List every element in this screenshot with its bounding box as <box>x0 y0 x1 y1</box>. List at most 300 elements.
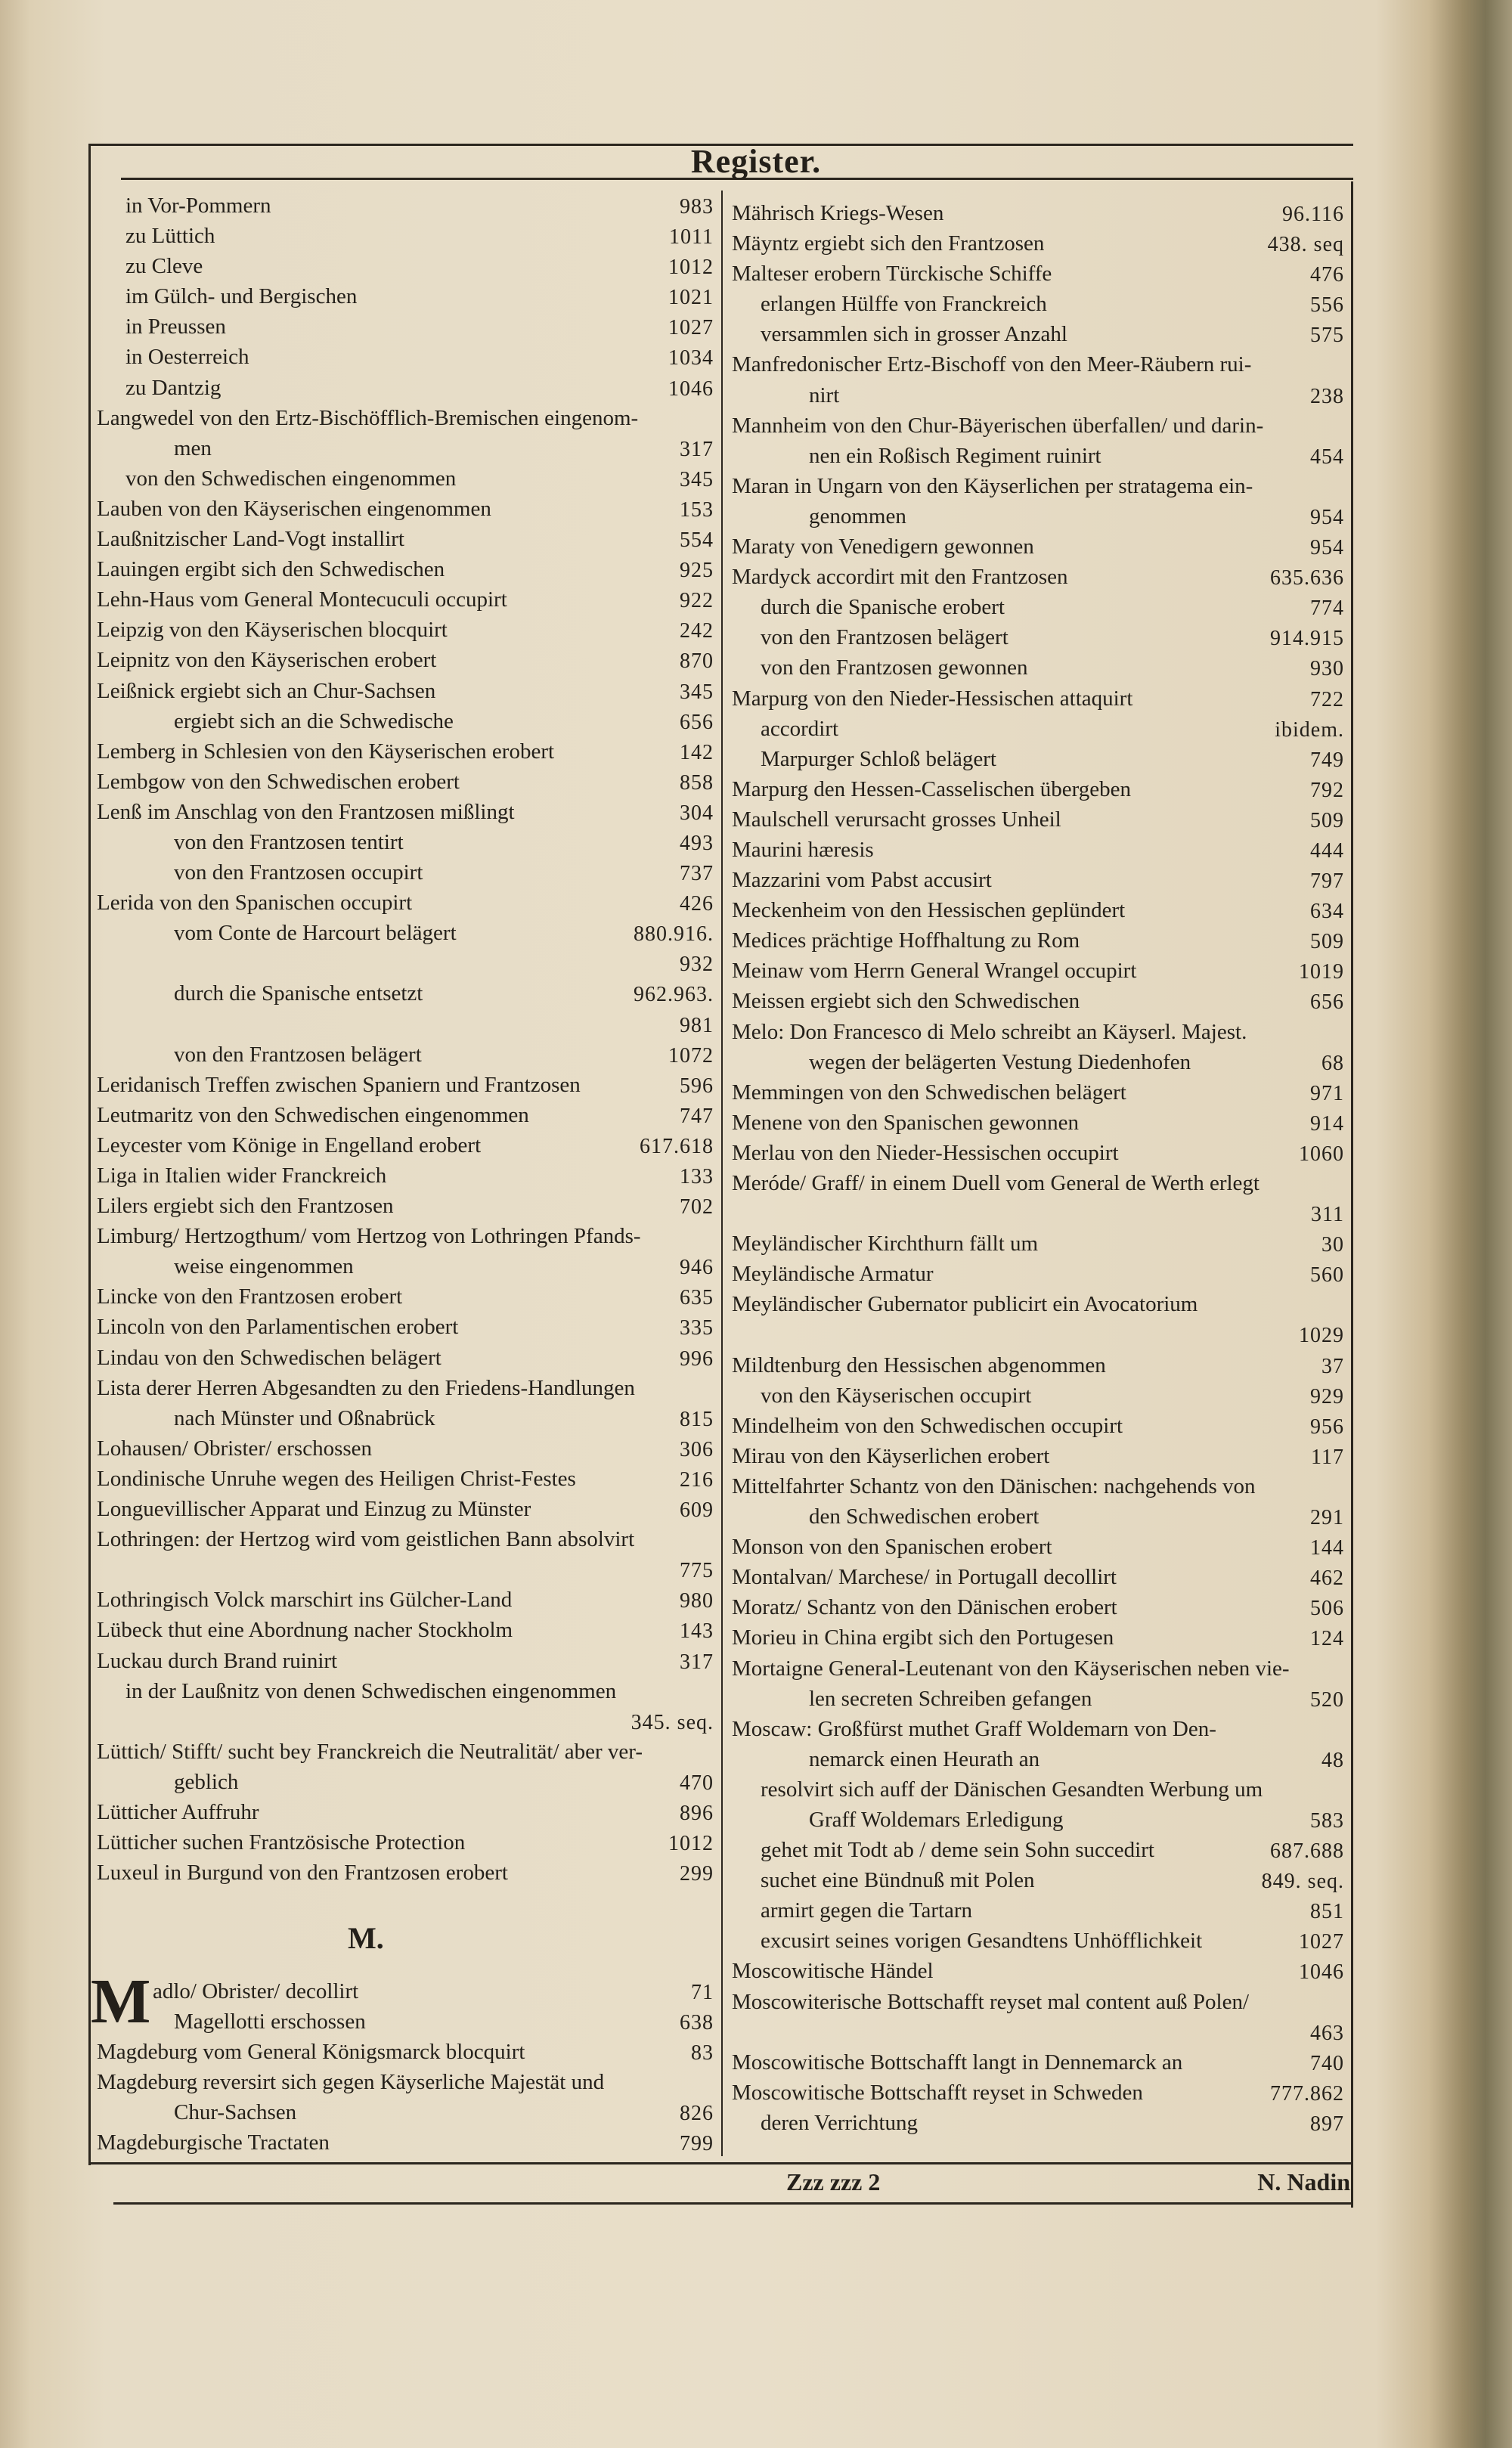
index-subentry <box>92 1706 717 1737</box>
section-heading: M. <box>348 1921 384 1955</box>
index-entry <box>92 736 717 767</box>
index-subentry <box>727 2108 1347 2138</box>
entry-text: Montalvan/ Marchese/ in Portugall decollirt <box>732 1565 1117 1590</box>
entry-text: weise eingenommen <box>174 1254 354 1279</box>
index-entry <box>727 1168 1347 1198</box>
index-entry <box>92 1464 717 1494</box>
frame-right <box>1351 181 1353 2208</box>
page-reference: 722 <box>1310 687 1344 711</box>
index-subentry <box>727 1744 1347 1774</box>
entry-text: Monson von den Spanischen erobert <box>732 1535 1052 1560</box>
page-reference: 775 <box>680 1559 714 1583</box>
entry-text: Magellotti erschossen <box>174 2010 366 2034</box>
index-entry <box>92 2067 717 2097</box>
page-reference: 797 <box>1310 869 1344 894</box>
page-reference: 858 <box>680 770 714 795</box>
index-subentry <box>727 289 1347 319</box>
page-reference: 596 <box>680 1074 714 1098</box>
entry-text: Luxeul in Burgund von den Frantzosen erobert <box>97 1861 508 1886</box>
entry-text: Longuevillischer Apparat und Einzug zu Münster <box>97 1497 531 1522</box>
entry-text: zu Lüttich <box>125 224 215 249</box>
index-entry <box>727 865 1347 895</box>
entry-text: wegen der belägerten Vestung Diedenhofen <box>809 1049 1191 1074</box>
index-entry <box>727 1289 1347 1319</box>
index-subentry <box>92 857 717 888</box>
page-reference: 1072 <box>668 1043 714 1068</box>
index-subentry <box>92 2006 717 2037</box>
page-title: Register. <box>690 143 822 180</box>
page-reference: 470 <box>680 1771 714 1795</box>
entry-text: von den Frantzosen occupirt <box>174 860 423 885</box>
page-reference: 438. seq <box>1267 233 1344 257</box>
bottom-rule <box>89 2162 1353 2164</box>
index-entry <box>727 1259 1347 1289</box>
index-entry <box>727 411 1347 441</box>
page-reference: 1046 <box>668 376 714 401</box>
index-entry <box>92 1130 717 1160</box>
index-entry <box>727 259 1347 289</box>
index-entry <box>92 1070 717 1100</box>
index-subentry <box>92 978 717 1009</box>
entry-text: Lauingen ergibt sich den Schwedischen <box>97 557 445 582</box>
page-reference: 1046 <box>1299 1960 1344 1985</box>
page-reference: 299 <box>680 1862 714 1886</box>
entry-text: nen ein Roßisch Regiment ruinirt <box>809 443 1101 468</box>
page-reference: 638 <box>680 2011 714 2035</box>
entry-text: deren Verrichtung <box>761 2110 919 2135</box>
index-entry <box>727 1108 1347 1138</box>
page-reference: 851 <box>1310 1900 1344 1924</box>
page-reference: 304 <box>680 801 714 825</box>
page-reference: 242 <box>680 619 714 643</box>
index-entry <box>92 403 717 433</box>
index-subentry <box>92 251 717 281</box>
index-entry <box>92 2037 717 2067</box>
page-reference: 1012 <box>668 256 714 280</box>
index-subentry <box>727 441 1347 471</box>
entry-text: durch die Spanische erobert <box>761 595 1005 620</box>
page-reference: 826 <box>680 2102 714 2126</box>
entry-text: vom Conte de Harcourt belägert <box>174 921 457 946</box>
entry-text: versammlen sich in grosser Anzahl <box>761 322 1067 347</box>
index-entry <box>92 1191 717 1221</box>
entry-text: Laußnitzischer Land-Vogt installirt <box>97 527 404 552</box>
page-reference: 345 <box>680 467 714 491</box>
index-entry <box>92 1976 717 2006</box>
page-reference: 1034 <box>668 346 714 370</box>
index-subentry <box>727 1047 1347 1077</box>
index-entry <box>727 925 1347 956</box>
entry-text: Lüttich/ Stifft/ sucht bey Franckreich die Neutralität/ aber ver- <box>97 1739 643 1764</box>
index-entry <box>92 1554 717 1585</box>
entry-text: von den Käyserischen occupirt <box>761 1383 1032 1408</box>
page-reference: 777.862 <box>1270 2081 1344 2106</box>
page-reference: 897 <box>1310 2112 1344 2136</box>
index-entry <box>92 1737 717 1767</box>
page-reference: 635 <box>680 1286 714 1310</box>
page-reference: 291 <box>1310 1506 1344 1530</box>
entry-text: von den Frantzosen belägert <box>174 1042 422 1067</box>
index-entry <box>727 956 1347 986</box>
index-entry <box>92 494 717 524</box>
entry-text: von den Frantzosen tentirt <box>174 829 404 854</box>
entry-text: Leipzig von den Käyserischen blocquirt <box>97 618 448 643</box>
index-entry <box>727 835 1347 865</box>
index-entry <box>727 1017 1347 1047</box>
entry-text: Mindelheim von den Schwedischen occupirt <box>732 1413 1123 1438</box>
entry-text: Lehn-Haus vom General Montecuculi occupirt <box>97 587 507 612</box>
page-reference: 1011 <box>669 225 714 249</box>
index-entry <box>727 1441 1347 1471</box>
page-reference: 306 <box>680 1437 714 1461</box>
index-entry <box>727 1592 1347 1622</box>
index-entry <box>92 1312 717 1342</box>
entry-text: Londinische Unruhe wegen des Heiligen Christ-Festes <box>97 1466 576 1491</box>
index-entry <box>92 584 717 615</box>
page-reference: 317 <box>680 437 714 461</box>
page-reference: 656 <box>1310 990 1344 1015</box>
page-reference: 954 <box>1310 505 1344 529</box>
page-reference: 345 <box>680 680 714 704</box>
entry-text: Maran in Ungarn von den Käyserlichen per stratagema ein- <box>732 473 1253 498</box>
page-reference: 142 <box>680 740 714 764</box>
entry-text: Marpurg den Hessen-Casselischen übergeben <box>732 776 1132 801</box>
frame-left <box>88 144 91 2165</box>
index-entry <box>727 986 1347 1016</box>
page-reference: 656 <box>680 710 714 734</box>
page-reference: 144 <box>1310 1536 1344 1560</box>
index-subentry <box>92 311 717 342</box>
index-entry <box>92 676 717 706</box>
entry-text: Magdeburg vom General Königsmarck blocquirt <box>97 2040 525 2065</box>
index-subentry <box>92 918 717 948</box>
page-reference: 520 <box>1310 1687 1344 1712</box>
index-entry <box>92 1524 717 1554</box>
footer-rule <box>113 2202 1353 2205</box>
page-reference: 96.116 <box>1282 203 1344 226</box>
page-reference: 740 <box>1310 2051 1344 2075</box>
index-entry <box>92 1585 717 1615</box>
left-column <box>92 191 717 1888</box>
page-reference: 609 <box>680 1498 714 1523</box>
index-entry <box>92 1494 717 1524</box>
index-subentry <box>92 191 717 221</box>
entry-text: Lütticher Auffruhr <box>97 1799 259 1824</box>
page-reference: 930 <box>1310 657 1344 681</box>
entry-text: Lilers ergiebt sich den Frantzosen <box>97 1194 394 1219</box>
index-entry <box>727 1622 1347 1653</box>
entry-text: Leycester vom Könige in Engelland erobert <box>97 1133 482 1157</box>
index-entry <box>92 1281 717 1312</box>
entry-text: in der Laußnitz von denen Schwedischen eingenommen <box>125 1678 617 1703</box>
entry-text: in Preussen <box>125 315 226 339</box>
page-reference: 1060 <box>1299 1142 1344 1166</box>
page-reference: 1027 <box>1299 1930 1344 1954</box>
page-reference: 238 <box>1310 384 1344 408</box>
index-entry <box>727 2047 1347 2078</box>
page-reference: 554 <box>680 528 714 553</box>
index-entry <box>92 1433 717 1464</box>
index-subentry <box>727 1774 1347 1805</box>
index-entry <box>727 774 1347 804</box>
entry-text: Mildtenburg den Hessischen abgenommen <box>732 1353 1106 1377</box>
entry-text: Mannheim von den Chur-Bäyerischen überfallen/ und darin- <box>732 413 1264 438</box>
index-entry <box>92 1797 717 1827</box>
entry-text: Meyländischer Kirchthurn fällt um <box>732 1232 1039 1257</box>
entry-text: Lübeck thut eine Abordnung nacher Stockholm <box>97 1618 513 1643</box>
entry-text: Lincoln von den Parlamentischen erobert <box>97 1315 459 1340</box>
entry-text: Leridanisch Treffen zwischen Spaniern und Frantzosen <box>97 1072 581 1097</box>
entry-text: men <box>174 435 212 460</box>
page-reference: 946 <box>680 1256 714 1280</box>
index-subentry <box>727 1501 1347 1532</box>
entry-text: Mäyntz ergiebt sich den Frantzosen <box>732 231 1045 256</box>
page-reference: 143 <box>680 1619 714 1644</box>
entry-text: Meyländische Armatur <box>732 1262 934 1287</box>
page-reference: 634 <box>1310 900 1344 924</box>
index-entry <box>92 1160 717 1191</box>
index-entry <box>727 1653 1347 1684</box>
page-reference: 737 <box>680 862 714 886</box>
index-entry <box>727 228 1347 259</box>
index-subentry <box>727 652 1347 683</box>
entry-text: Lindau von den Schwedischen belägert <box>97 1345 442 1370</box>
entry-text: Lohausen/ Obrister/ erschossen <box>97 1436 373 1461</box>
signature-mark: Zzz zzz 2 <box>786 2168 881 2195</box>
entry-text: Lauben von den Käyserischen eingenommen <box>97 496 491 521</box>
index-entry <box>727 804 1347 835</box>
page-reference: 792 <box>1310 778 1344 802</box>
page-reference: 922 <box>680 589 714 613</box>
page-reference: 493 <box>680 831 714 855</box>
page-reference: 971 <box>1310 1081 1344 1105</box>
entry-text: im Gülch- und Bergischen <box>125 284 358 309</box>
page-reference: 133 <box>680 1165 714 1188</box>
entry-text: Lothringen: der Hertzog wird vom geistlichen Bann absolvirt <box>97 1527 635 1552</box>
page-reference: 870 <box>680 649 714 674</box>
entry-text: armirt gegen die Tartarn <box>761 1898 973 1923</box>
page-reference: 932 <box>680 953 714 977</box>
index-subentry <box>727 714 1347 744</box>
index-subentry <box>92 463 717 494</box>
page-reference: 1019 <box>1299 960 1344 984</box>
index-subentry <box>727 744 1347 774</box>
entry-text: Mardyck accordirt mit den Frantzosen <box>732 565 1068 590</box>
index-subentry <box>92 221 717 251</box>
page-reference: 880.916. <box>634 922 714 947</box>
index-entry <box>92 1100 717 1130</box>
page-reference: 954 <box>1310 536 1344 560</box>
page-reference: 849. seq. <box>1261 1870 1344 1894</box>
index-entry <box>727 1987 1347 2017</box>
index-subentry <box>92 1040 717 1070</box>
entry-text: len secreten Schreiben gefangen <box>809 1686 1092 1711</box>
entry-text: Leißnick ergiebt sich an Chur-Sachsen <box>97 678 436 703</box>
index-entry <box>92 1827 717 1858</box>
index-subentry <box>92 1251 717 1281</box>
entry-text: zu Dantzig <box>125 375 222 400</box>
page-reference: 444 <box>1310 838 1344 863</box>
index-entry <box>727 1077 1347 1108</box>
entry-text: excusirt seines vorigen Gesandtens Unhöfflichkeit <box>761 1929 1203 1954</box>
entry-text: in Oesterreich <box>125 345 249 370</box>
entry-text: Mittelfahrter Schantz von den Dänischen: nachgehends von <box>732 1473 1256 1498</box>
index-entry <box>727 1350 1347 1380</box>
index-entry <box>727 1956 1347 1986</box>
index-entry <box>727 683 1347 714</box>
entry-text: den Schwedischen erobert <box>809 1504 1040 1529</box>
page-reference: 774 <box>1310 597 1344 621</box>
entry-text: genommen <box>809 504 906 528</box>
page-reference: 463 <box>1310 2021 1344 2045</box>
page-reference: 1021 <box>668 286 714 310</box>
entry-text: Marpurger Schloß belägert <box>761 746 996 771</box>
entry-text: nirt <box>809 383 840 407</box>
page-reference: 509 <box>1310 808 1344 832</box>
page-reference: 896 <box>680 1801 714 1825</box>
entry-text: Lincke von den Frantzosen erobert <box>97 1284 403 1309</box>
entry-text: Meckenheim von den Hessischen geplündert <box>732 898 1126 923</box>
entry-text: Leipnitz von den Käyserischen erobert <box>97 648 437 673</box>
page-reference: 48 <box>1321 1748 1344 1772</box>
index-subentry <box>727 380 1347 411</box>
index-entry <box>727 1532 1347 1562</box>
entry-text: adlo/ Obrister/ decollirt <box>153 1979 359 2003</box>
index-entry <box>92 554 717 584</box>
entry-text: Meissen ergiebt sich den Schwedischen <box>732 989 1080 1014</box>
entry-text: gehet mit Todt ab / deme sein Sohn succedirt <box>761 1838 1154 1863</box>
entry-text: Moscowitische Händel <box>732 1959 934 1984</box>
page-reference: 71 <box>691 1981 714 2004</box>
index-entry <box>727 895 1347 925</box>
entry-text: Moratz/ Schantz von den Dänischen erobert <box>732 1595 1117 1620</box>
entry-text: erlangen Hülffe von Franckreich <box>761 292 1047 317</box>
entry-text: Maraty von Venedigern gewonnen <box>732 535 1034 559</box>
page-reference: ibidem. <box>1275 717 1344 742</box>
index-entry <box>727 1562 1347 1592</box>
page-reference: 124 <box>1310 1627 1344 1651</box>
entry-text: zu Cleve <box>125 254 203 279</box>
page-reference: 980 <box>680 1589 714 1613</box>
entry-text: Lista derer Herren Abgesandten zu den Friedens-Handlungen <box>97 1375 635 1400</box>
page-reference: 556 <box>1310 293 1344 318</box>
entry-text: suchet eine Bündnuß mit Polen <box>761 1868 1035 1893</box>
page-reference: 914.915 <box>1270 627 1344 651</box>
entry-text: Magdeburg reversirt sich gegen Käyserliche Majestät und <box>97 2070 605 2095</box>
index-subentry <box>92 1767 717 1797</box>
index-entry <box>727 1198 1347 1229</box>
entry-text: von den Frantzosen belägert <box>761 625 1009 650</box>
index-entry <box>92 1373 717 1403</box>
index-entry <box>92 1615 717 1645</box>
entry-text: Meróde/ Graff/ in einem Duell vom General de Werth erlegt <box>732 1171 1259 1195</box>
entry-text: Chur-Sachsen <box>174 2100 297 2125</box>
page-reference: 1029 <box>1299 1324 1344 1348</box>
page-reference: 1012 <box>668 1832 714 1856</box>
page-reference: 216 <box>680 1467 714 1492</box>
page-reference: 1027 <box>668 316 714 340</box>
entry-text: Medices prächtige Hoffhaltung zu Rom <box>732 928 1080 953</box>
page-reference: 335 <box>680 1316 714 1340</box>
page-reference: 117 <box>1311 1445 1344 1469</box>
page-reference: 702 <box>680 1195 714 1219</box>
index-subentry <box>92 281 717 311</box>
entry-text: von den Schwedischen eingenommen <box>125 466 457 491</box>
entry-text: Lenß im Anschlag von den Frantzosen mißlingt <box>97 799 515 824</box>
entry-text: Merlau von den Nieder-Hessischen occupirt <box>732 1140 1119 1165</box>
right-column <box>727 198 1347 2138</box>
entry-text: in Vor-Pommern <box>125 194 271 218</box>
page-reference: 37 <box>1321 1354 1344 1378</box>
page-reference: 996 <box>680 1346 714 1371</box>
index-entry <box>727 198 1347 228</box>
entry-text: Meyländischer Gubernator publicirt ein Avocatorium <box>732 1292 1198 1317</box>
index-entry <box>92 1343 717 1373</box>
index-subentry <box>727 319 1347 349</box>
index-subentry <box>727 1895 1347 1926</box>
page-reference: 30 <box>1321 1233 1344 1257</box>
entry-text: Manfredonischer Ertz-Bischoff von den Meer-Räubern rui- <box>732 352 1252 377</box>
page-reference: 345. seq. <box>631 1710 714 1734</box>
page-reference: 799 <box>680 2132 714 2156</box>
entry-text: Mazzarini vom Pabst accusirt <box>732 868 992 893</box>
index-entry <box>727 1471 1347 1501</box>
index-entry <box>727 1411 1347 1441</box>
page-reference: 476 <box>1310 263 1344 287</box>
page-reference: 83 <box>691 2041 714 2065</box>
entry-text: Mortaigne General-Leutenant von den Käyserischen neben vie- <box>732 1656 1290 1681</box>
page-reference: 617.618 <box>640 1134 714 1158</box>
index-entry <box>92 524 717 554</box>
index-entry <box>727 2078 1347 2108</box>
index-entry <box>92 1858 717 1888</box>
column-divider <box>721 191 723 2156</box>
entry-text: nemarck einen Heurath an <box>809 1746 1040 1771</box>
entry-text: Memmingen von den Schwedischen belägert <box>732 1080 1126 1105</box>
index-subentry <box>92 373 717 403</box>
entry-text: Lemberg in Schlesien von den Käyserischen erobert <box>97 739 555 764</box>
page-reference: 635.636 <box>1270 566 1344 590</box>
entry-text: Moscowitische Bottschafft reyset in Schweden <box>732 2080 1143 2105</box>
entry-text: Mirau von den Käyserlichen erobert <box>732 1443 1050 1468</box>
index-subentry <box>727 1865 1347 1895</box>
index-subentry <box>727 501 1347 531</box>
entry-text: Mährisch Kriegs-Wesen <box>732 201 944 225</box>
page-reference: 983 <box>680 195 714 218</box>
index-entry <box>727 1714 1347 1744</box>
entry-text: Luckau durch Brand ruinirt <box>97 1648 338 1673</box>
page-reference: 509 <box>1310 930 1344 954</box>
index-entry <box>727 562 1347 592</box>
page-reference: 687.688 <box>1270 1839 1344 1864</box>
entry-text: Meinaw vom Herrn General Wrangel occupirt <box>732 959 1137 984</box>
catchword: N. Nadin <box>1257 2168 1350 2195</box>
page-reference: 962.963. <box>634 983 714 1007</box>
entry-text: Magdeburgische Tractaten <box>97 2130 330 2155</box>
page-reference: 981 <box>680 1013 714 1037</box>
page-reference: 426 <box>680 892 714 916</box>
index-subentry <box>92 342 717 372</box>
entry-text: Moscowiterische Bottschafft reyset mal content auß Polen/ <box>732 1989 1250 2014</box>
entry-text: Maurini hæresis <box>732 837 874 862</box>
index-entry <box>727 1229 1347 1259</box>
entry-text: Langwedel von den Ertz-Bischöfflich-Bremischen eingenom- <box>97 405 639 430</box>
index-subentry <box>92 1403 717 1433</box>
entry-text: Liga in Italien wider Franckreich <box>97 1164 387 1188</box>
entry-text: Menene von den Spanischen gewonnen <box>732 1110 1080 1135</box>
index-subentry <box>727 1684 1347 1714</box>
index-subentry <box>92 706 717 736</box>
